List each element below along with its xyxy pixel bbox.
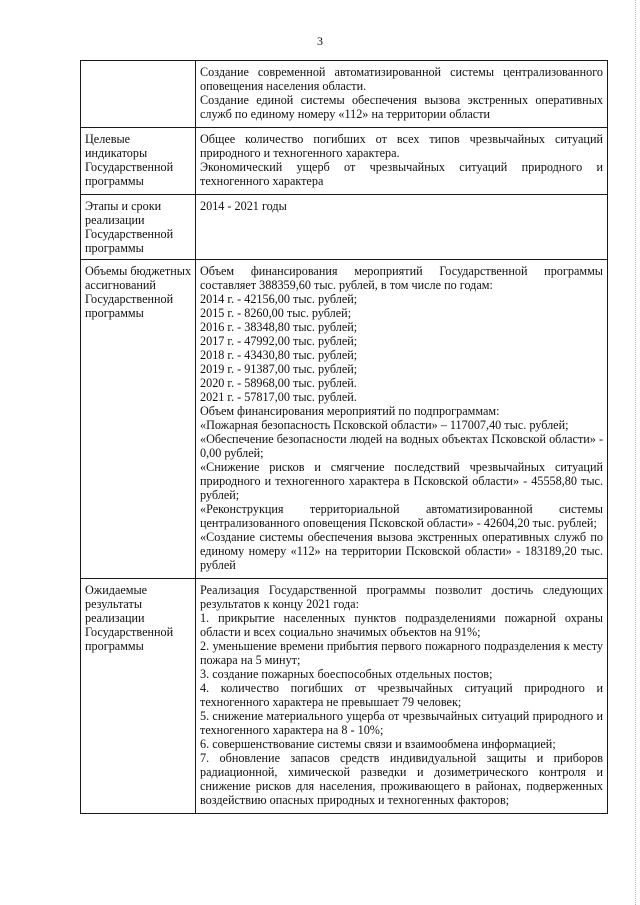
row-content-stages-terms	[196, 195, 608, 260]
table-row-system-creation	[81, 61, 608, 128]
table-row-budget-volumes	[81, 260, 608, 579]
content-line: 4. количество погибших от чрезвычайных ситуаций природного и техногенного характера не превышает 79 человек;	[200, 681, 603, 709]
row-content-expected-results	[196, 579, 608, 814]
row-label-expected-results: Ожидаемые результаты реализации Государственной программы	[81, 579, 196, 814]
content-line: «Обеспечение безопасности людей на водных объектах Псковской области» - 0,00 рублей;	[200, 432, 604, 460]
content-line: 5. снижение материального ущерба от чрезвычайных ситуаций природного и техногенного характера на 8 - 10%;	[200, 709, 603, 737]
content-line: 2. уменьшение времени прибытия первого пожарного подразделения к месту пожара на 5 минут;	[200, 639, 603, 667]
content-line: Реализация Государственной программы позволит достичь следующих результатов к концу 2021 года:	[200, 583, 603, 611]
content-line: 3. создание пожарных боеспособных отдельных постов;	[200, 667, 493, 681]
scan-edge-line	[635, 0, 640, 905]
row-label-target-indicators: Целевые индикаторы Государственной программы	[81, 128, 196, 195]
content-line: 6. совершенствование системы связи и взаимообмена информацией;	[200, 737, 556, 751]
table-row-expected-results	[81, 579, 608, 814]
content-line: «Снижение рисков и смягчение последствий чрезвычайных ситуаций природного и техногенного характера в Псковской области» - 45558,80 тыс. рублей;	[200, 460, 603, 502]
content-line: 2021 г. - 57817,00 тыс. рублей.	[200, 390, 357, 404]
content-line: «Пожарная безопасность Псковской области» – 117007,40 тыс. рублей;	[200, 418, 569, 432]
content-line: Экономический ущерб от чрезвычайных ситуаций природного и техногенного характера	[200, 160, 603, 188]
row-content-budget-volumes	[196, 260, 608, 579]
row-label-empty	[81, 61, 196, 128]
content-line: 2018 г. - 43430,80 тыс. рублей;	[200, 348, 358, 362]
content-line: 2020 г. - 58968,00 тыс. рублей.	[200, 376, 357, 390]
content-line: 2015 г. - 8260,00 тыс. рублей;	[200, 306, 352, 320]
row-label-budget-volumes: Объемы бюджетных ассигнований Государственной программы	[81, 260, 196, 579]
table-row-target-indicators	[81, 128, 608, 195]
page-number: 3	[317, 34, 323, 48]
content-line: 2014 г. - 42156,00 тыс. рублей;	[200, 292, 358, 306]
content-line: 7. обновление запасов средств индивидуальной защиты и приборов радиационной, химической разведки и дозиметрического контроля и снижение рисков для населения, проживающего в районах, подверженных воздействию опасных природных и техногенных факторов;	[200, 751, 603, 807]
row-label-stages-terms: Этапы и сроки реализации Государственной программы	[81, 195, 196, 260]
row-content-target-indicators	[196, 128, 608, 195]
content-line: 1. прикрытие населенных пунктов подразделениями пожарной охраны области и всех социально значимых объектов на 91%;	[200, 611, 603, 639]
content-line: 2016 г. - 38348,80 тыс. рублей;	[200, 320, 358, 334]
content-line: 2019 г. - 91387,00 тыс. рублей;	[200, 362, 358, 376]
content-line: Создание современной автоматизированной системы централизованного оповещения населения области.	[200, 65, 603, 93]
table-row-stages-terms	[81, 195, 608, 260]
content-line: 2017 г. - 47992,00 тыс. рублей;	[200, 334, 358, 348]
program-passport-table	[80, 60, 608, 814]
content-line: «Создание системы обеспечения вызова экстренных оперативных служб по единому номеру «112» на территории Псковской области» - 183189,20 тыс. рублей	[200, 530, 603, 572]
content-line: Объем финансирования мероприятий Государственной программы составляет 388359,60 тыс. рублей, в том числе по годам:	[200, 264, 603, 292]
content-line: 2014 - 2021 годы	[200, 199, 287, 213]
content-line: Общее количество погибших от всех типов чрезвычайных ситуаций природного и техногенного характера.	[200, 132, 603, 160]
content-line: «Реконструкция территориальной автоматизированной системы централизованного оповещения Псковской области» - 42604,20 тыс. рублей;	[200, 502, 603, 530]
content-line: Создание единой системы обеспечения вызова экстренных оперативных служб по единому номеру «112» на территории области	[200, 93, 603, 121]
row-content-system-creation	[196, 61, 608, 128]
content-line: Объем финансирования мероприятий по подпрограммам:	[200, 404, 500, 418]
